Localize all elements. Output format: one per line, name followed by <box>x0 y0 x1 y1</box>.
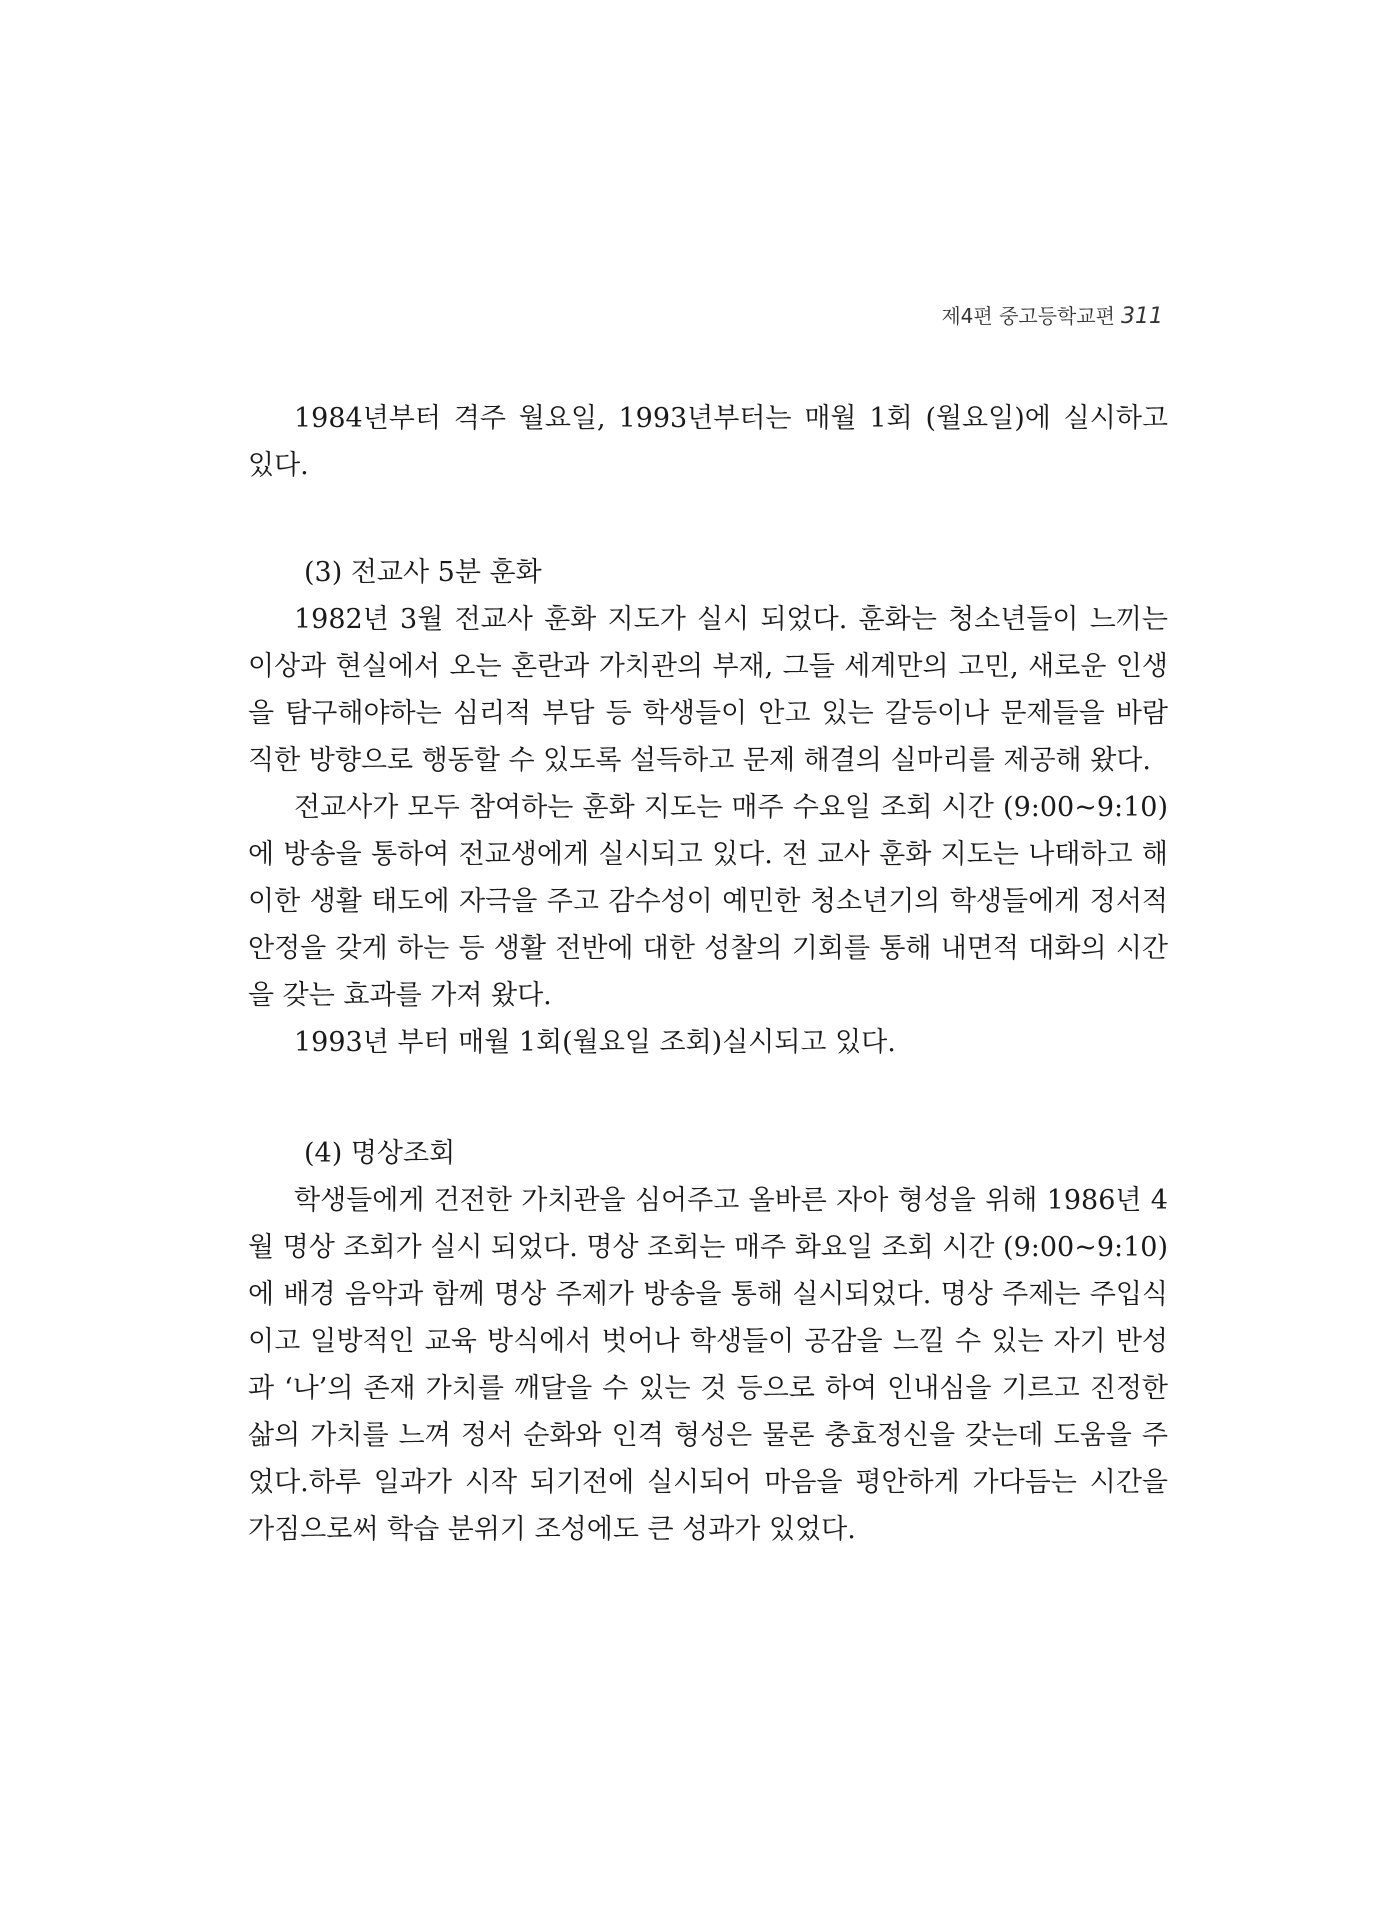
section-spacer <box>248 1066 1168 1130</box>
paragraph: 학생들에게 건전한 가치관을 심어주고 올바른 자아 형성을 위해 1986년 4월 명상 조회가 실시 되었다. 명상 조회는 매주 화요일 조회 시간 (9:00~9:10)에 배경 음악과 함께 명상 주제가 방송을 통해 실시되었다. 명상 주제는 주입식이고 일방적인 교육 방식에서 벗어나 학생들이 공감을 느낄 수 있는 자기 반성과 ‘나’의 존재 가치를 깨달을 수 있는 것 등으로 하여 인내심을 기르고 진정한 삶의 가치를 느껴 정서 순화와 인격 형성은 물론 충효정신을 갖는데 도움을 주었다.하루 일과가 시작 되기전에 실시되어 마음을 평안하게 가다듬는 시간을 가짐으로써 학습 분위기 조성에도 큰 성과가 있었다. <box>248 1185 1168 1545</box>
intro-paragraph: 1984년부터 격주 월요일, 1993년부터는 매월 1회 (월요일)에 실시하고 있다. <box>248 403 1168 481</box>
section-spacer <box>248 489 1168 549</box>
page-number: 311 <box>1121 304 1163 329</box>
page-body <box>248 395 1168 1553</box>
section-heading: (4) 명상조회 <box>304 1138 456 1169</box>
paragraph: 전교사가 모두 참여하는 훈화 지도는 매주 수요일 조회 시간 (9:00~9:10)에 방송을 통하여 전교생에게 실시되고 있다. 전 교사 훈화 지도는 나태하고 해이한 생활 태도에 자극을 주고 감수성이 예민한 청소년기의 학생들에게 정서적 안정을 갖게 하는 등 생활 전반에 대한 성찰의 기회를 통해 내면적 대화의 시간을 갖는 효과를 가져 왔다. <box>248 792 1168 1011</box>
paragraph: 1993년 부터 매월 1회(월요일 조회)실시되고 있다. <box>294 1027 896 1058</box>
running-title: 제4편 중고등학교편 <box>941 304 1115 328</box>
section-heading: (3) 전교사 5분 훈화 <box>304 557 542 588</box>
running-header <box>941 300 1163 329</box>
paragraph: 1982년 3월 전교사 훈화 지도가 실시 되었다. 훈화는 청소년들이 느끼는 이상과 현실에서 오는 혼란과 가치관의 부재, 그들 세계만의 고민, 새로운 인생을 탐구해야하는 심리적 부담 등 학생들이 안고 있는 갈등이나 문제들을 바람직한 방향으로 행동할 수 있도록 설득하고 문제 해결의 실마리를 제공해 왔다. <box>248 604 1168 776</box>
